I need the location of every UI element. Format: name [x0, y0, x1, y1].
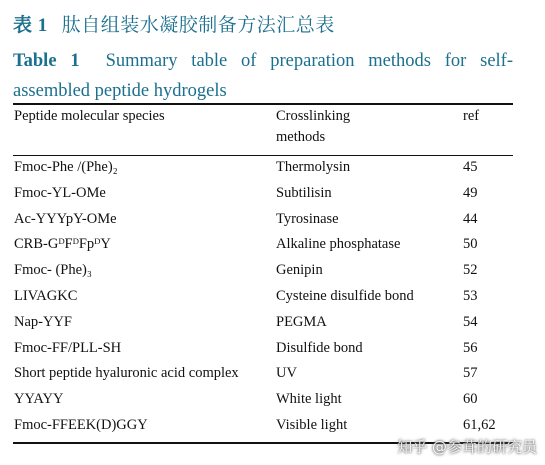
cell-ref: 61,62: [463, 416, 496, 433]
header-crosslinking: Crosslinking methods: [276, 108, 351, 145]
table-body: [0, 157, 545, 441]
cell-species: YYAYY: [14, 391, 64, 408]
table-row: [0, 286, 545, 312]
cell-ref: 60: [463, 391, 478, 408]
cell-ref: 49: [463, 184, 478, 201]
cell-species: Fmoc- (Phe)₃: [14, 262, 92, 279]
cell-species: Fmoc-YL-OMe: [14, 184, 106, 201]
table-caption-english: [13, 46, 513, 106]
cell-method: Genipin: [276, 262, 323, 279]
table-row: [0, 209, 545, 235]
table-caption-chinese: [13, 10, 335, 37]
cell-ref: 54: [463, 313, 478, 330]
cell-species: Fmoc-Phe /(Phe)₂: [14, 159, 118, 175]
header-species: Peptide molecular species: [14, 108, 165, 124]
cell-ref: 56: [463, 339, 478, 356]
cell-species: Fmoc-FF/PLL-SH: [14, 339, 122, 356]
cell-method: Cysteine disulfide bond: [276, 287, 414, 304]
table-number-english: Table 1: [13, 51, 80, 71]
table-top-rule: [13, 103, 513, 105]
cell-species: CRB-GᴰFᴰFpᴰY: [14, 236, 111, 253]
table-row: [0, 338, 545, 364]
cell-method: Alkaline phosphatase: [276, 236, 401, 253]
table-title-chinese: 肽自组装水凝胶制备方法汇总表: [61, 15, 335, 36]
table-number-chinese: 表 1: [13, 15, 48, 36]
table-row: [0, 363, 545, 389]
cell-species: Ac-YYYpY-OMe: [14, 210, 117, 227]
cell-method: White light: [276, 391, 342, 408]
cell-method: Thermolysin: [276, 159, 351, 175]
cell-ref: 52: [463, 262, 478, 279]
zhihu-watermark: 知乎 @参茸的研究员: [397, 438, 537, 456]
table-row: [0, 183, 545, 209]
table-row: [0, 157, 545, 183]
cell-ref: 53: [463, 287, 478, 304]
cell-method: Tyrosinase: [276, 210, 339, 227]
cell-ref: 57: [463, 365, 478, 382]
table-title-english: Summary table of preparation methods for self-assembled peptide hydrogels: [13, 51, 514, 101]
cell-method: Disulfide bond: [276, 339, 363, 356]
cell-method: Subtilisin: [276, 184, 332, 201]
cell-ref: 44: [463, 210, 478, 227]
cell-ref: 50: [463, 236, 478, 253]
cell-species: LIVAGKC: [14, 287, 78, 304]
cell-ref: 45: [463, 159, 478, 175]
table-row: [0, 389, 545, 415]
table-row: [0, 260, 545, 286]
cell-method: PEGMA: [276, 313, 327, 330]
cell-species: Fmoc-FFEEK(D)GGY: [14, 416, 148, 433]
table-row: [0, 234, 545, 260]
cell-method: Visible light: [276, 416, 348, 433]
cell-method: UV: [276, 365, 297, 382]
table-row: [0, 312, 545, 338]
cell-species: Nap-YYF: [14, 313, 72, 330]
cell-species: Short peptide hyaluronic acid complex: [14, 365, 239, 382]
header-ref: ref: [463, 108, 480, 124]
table-header-rule: [13, 155, 513, 156]
